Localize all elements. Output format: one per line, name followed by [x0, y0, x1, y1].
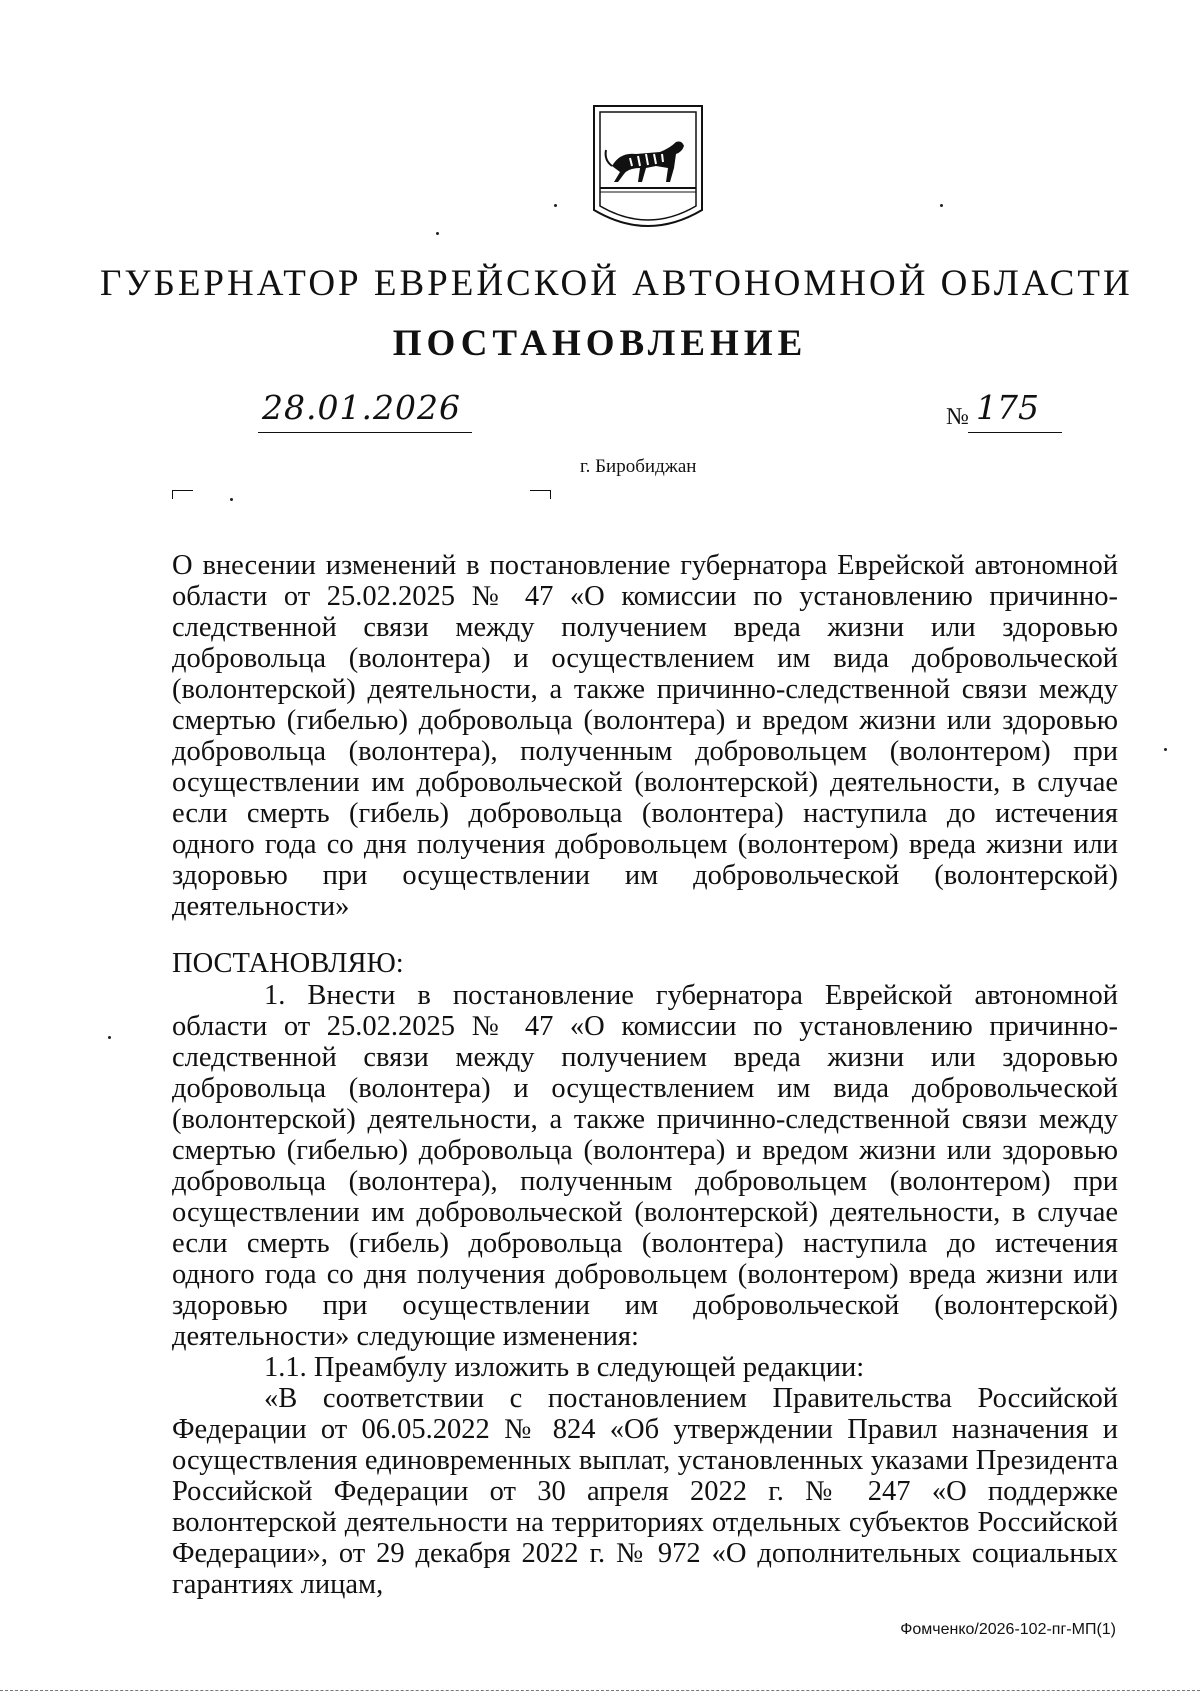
number-underline	[968, 432, 1062, 433]
scan-speck	[554, 204, 557, 207]
subject-corner-left	[172, 490, 193, 499]
scan-speck	[940, 204, 943, 207]
body-paragraph-3: «В соответствии с постановлением Правительства Российской Федерации от 06.05.2022 № 824 «Об утверждении Правил назначения и осуществления единовременных выплат, установленных указами Президента Российской Федерации от 30 апреля 2022 г. № 247 «О поддержке волонтерской деятельности на территориях отдельных субъектов Российской Федерации», от 29 декабря 2022 г. № 972 «О дополнительных социальных гарантиях лицам,	[172, 1383, 1118, 1600]
scan-speck	[436, 232, 439, 235]
document-date: 28.01.2026	[262, 388, 461, 427]
authority-title: ГУБЕРНАТОР ЕВРЕЙСКОЙ АВТОНОМНОЙ ОБЛАСТИ	[100, 263, 1133, 304]
body-paragraph-1: 1. Внести в постановление губернатора Еврейской автономной области от 25.02.2025 № 47 «О комиссии по установлению причинно-следственной связи между получением вреда жизни или здоровью добровольца (волонтера) и осуществлением им вида добровольческой (волонтерской) деятельности, а также причинно-следственной связи между смертью (гибелью) добровольца (волонтера) и вредом жизни или здоровью добровольца (волонтера), полученным добровольцем (волонтером) при осуществлении им добровольческой (волонтерской) деятельности, в случае если смерть (гибель) добровольца (волонтера) наступила до истечения одного года со дня получения добровольцем (волонтером) вреда жизни или здоровью при осуществлении им добровольческой (волонтерской) деятельности» следующие изменения:	[172, 980, 1118, 1352]
scan-edge	[0, 1690, 1200, 1691]
document-body	[172, 980, 1118, 1600]
number-label: №	[946, 404, 969, 430]
document-number: 175	[976, 388, 1039, 427]
document-type: ПОСТАНОВЛЕНИЕ	[392, 323, 808, 364]
document-subject: О внесении изменений в постановление губернатора Еврейской автономной области от 25.02.2025 № 47 «О комиссии по установлению причинно-следственной связи между получением вреда жизни или здоровью добровольца (волонтера) и осуществлением им вида добровольческой (волонтерской) деятельности, а также причинно-следственной связи между смертью (гибелью) добровольца (волонтера) и вредом жизни или здоровью добровольца (волонтера), полученным добровольцем (волонтером) при осуществлении им добровольческой (волонтерской) деятельности, в случае если смерть (гибель) добровольца (волонтера) наступила до истечения одного года со дня получения добровольцем (волонтером) вреда жизни или здоровью при осуществлении им добровольческой (волонтерской) деятельности»	[172, 550, 1118, 922]
scan-speck	[108, 1036, 111, 1039]
body-paragraph-2: 1.1. Преамбулу изложить в следующей редакции:	[264, 1352, 865, 1383]
coat-of-arms-icon	[590, 102, 706, 236]
date-underline	[258, 432, 472, 433]
city: г. Биробиджан	[580, 456, 697, 477]
subject-corner-right	[530, 490, 551, 499]
scan-speck	[230, 498, 233, 501]
document-code: Фомченко/2026-102-пг-МП(1)	[900, 1621, 1116, 1638]
resolve-heading: ПОСТАНОВЛЯЮ:	[172, 948, 404, 979]
scan-speck	[1164, 748, 1167, 751]
